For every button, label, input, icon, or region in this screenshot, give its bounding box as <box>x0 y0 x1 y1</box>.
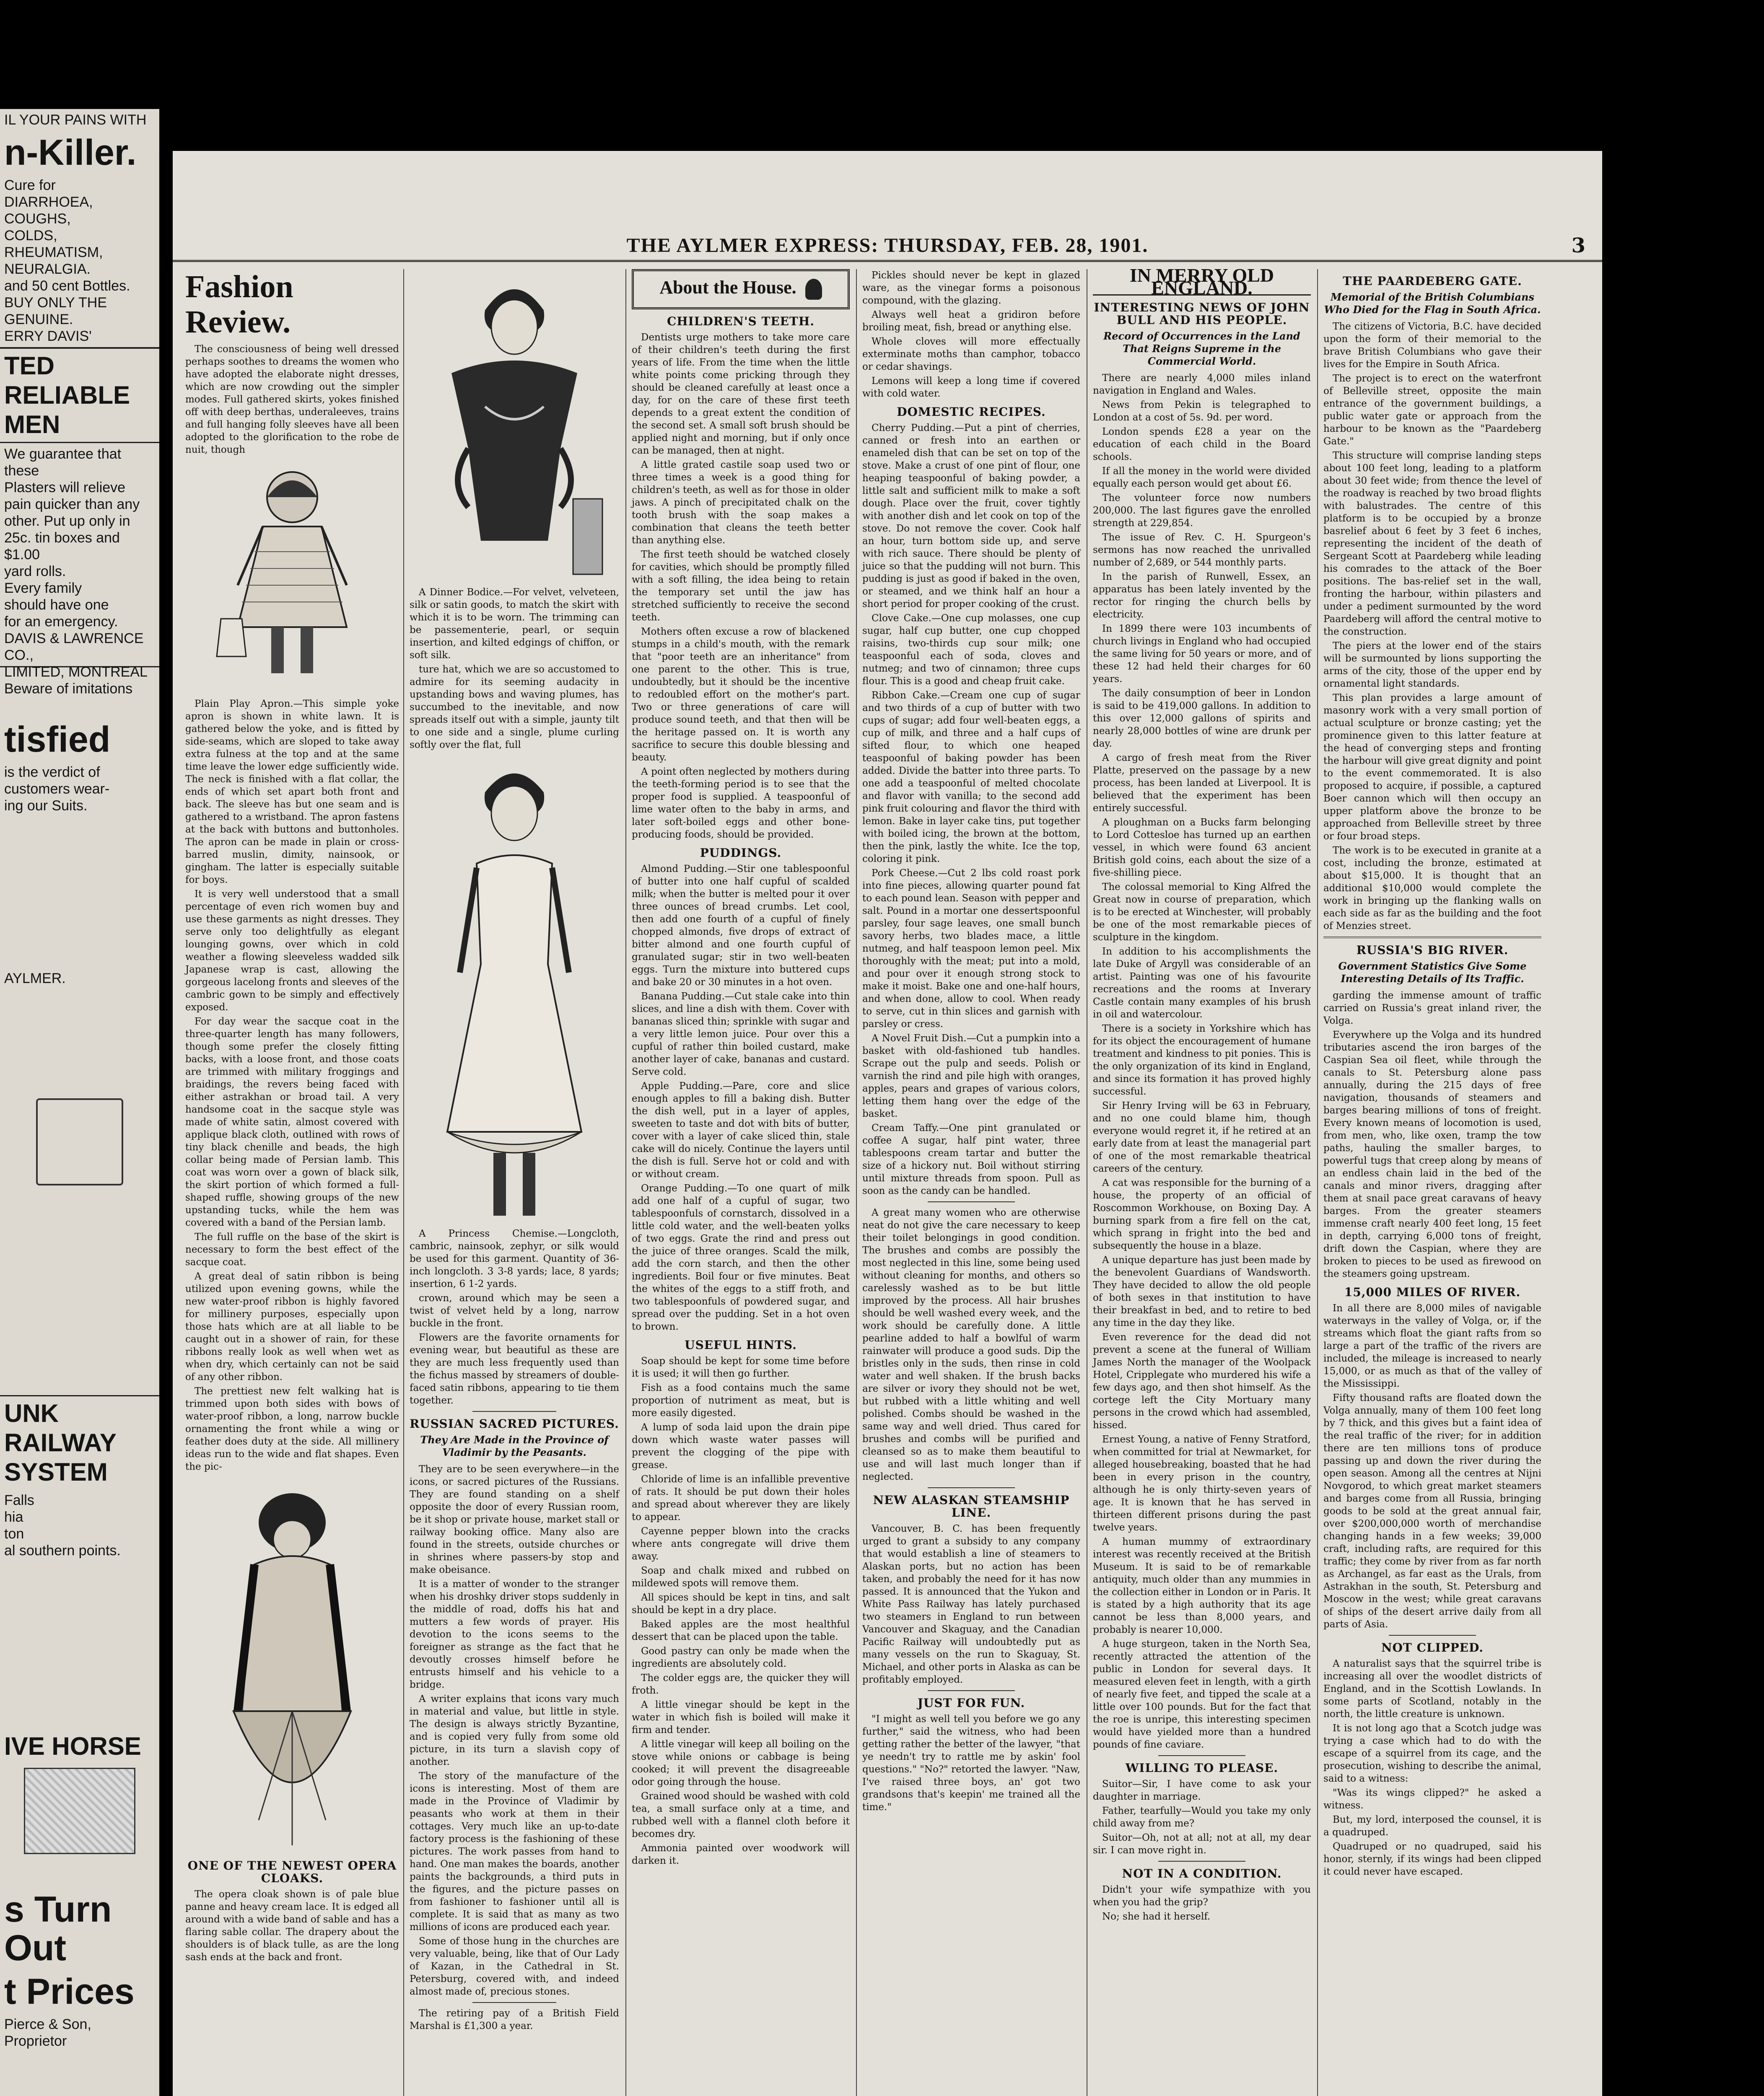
paardeberg-gate-title: THE PAARDEBERG GATE. <box>1343 274 1522 288</box>
hint-8: Baked apples are the most healthful dessert that can be placed upon the table. <box>632 1619 850 1642</box>
prev-ad-satisfied: tisfied <box>4 719 111 760</box>
england-item-14: There is a society in Yorkshire which has for its object the encouragement of humane treatment and kindness to pit ponies. This is the only organization of its kind in England, and since its formation it has proved highly successful. <box>1093 1023 1311 1097</box>
russian-para-5: Some of those hung in the churches are very valuable, being, like that of Our Lady of Kazan, in the Cathedral in St. Petersburg, covered with, and indeed almost made of, precious stones. <box>410 1936 619 1997</box>
teeth-para-5: A point often neglected by mothers during the teeth-forming period is to see that the proper food is supplied. A teaspoonful of lime water often to the baby in arms, and later soft-boiled eggs and other bone-producing foods, should be provided. <box>632 766 850 840</box>
opera-cloak-text: The opera cloak shown is of pale blue panne and heavy cream lace. It is edged all around with a wide band of sable and has a flaring sable collar. The drapery about the shoulders is of black tulle, as are the long sash ends at the back and front. <box>185 1889 399 1963</box>
england-item-2: News from Pekin is telegraphed to London at a cost of 5s. 9d. per word. <box>1093 399 1311 423</box>
fashion-body-5: The prettiest new felt walking hat is trimmed upon both sides with bows of water-proof ribbon, a long, narrow buckle ornamenting the front while a wing or feather does duty at the side. All millinery ideas run to the wide and flat shapes. Even the pic- <box>185 1386 399 1472</box>
domestic-recipes-title: DOMESTIC RECIPES. <box>897 405 1046 419</box>
england-item-5: The volunteer force now numbers 200,000. The last figures gave the enrolled strength at 229,854. <box>1093 493 1311 529</box>
fashion-body-4: A great deal of satin ribbon is being utilized upon evening gowns, while the new water-proof ribbon is highly favored for millinery purposes, especially upon those hats which are at all liable to be caught out in a shower of rain, for these ribbons really look as well when wet as when dry, which certainly can not be said of any other ribbon. <box>185 1271 399 1383</box>
prev-ad-1: IL YOUR PAINS WITH <box>4 112 147 128</box>
england-item-4: If all the money in the world were divided equally each person would get about £6. <box>1093 466 1311 489</box>
gate-para-1: The citizens of Victoria, B.C. have decided upon the form of their memorial to the brave British Columbians who gave their lives for the Empire in South Africa. <box>1323 321 1541 370</box>
about-the-house-title: About the House. <box>659 277 796 298</box>
just-for-fun-text: "I might as well tell you before we go any further," said the witness, who had been getting rather the better of the lawyer, "that ye needn't try to rattle me by askin' fool questions." "No?" retorted the lawyer. "Naw, I've raised three boys, an' got two grandsons that's keepin' me trained all the time." <box>862 1714 1080 1813</box>
england-item-18: Even reverence for the dead did not prevent a scene at the funeral of William James North the manager of the Woolpack Hotel, Cripplegate who murdered his wife a few days ago, and then shot himself. As the cortege left the City Mortuary many persons in the crowd which had assembled, hissed. <box>1093 1332 1311 1431</box>
willing-line-2: Father, tearfully—Would you take my only child away from me? <box>1093 1805 1311 1829</box>
england-item-9: The daily consumption of beer in London is said to be 419,000 gallons. In addition to this over 12,000 gallons of spirits and nearly 28,000 bottles of wine are drunk per day. <box>1093 688 1311 749</box>
note-cloves: Whole cloves will more effectually exterminate moths than camphor, tobacco or cedar shavings. <box>862 336 1080 372</box>
pudding-1: Almond Pudding.—Stir one tablespoonful of butter into one half cupful of scalded milk; when the butter is melted pour it over three ounces of bread crumbs. Let cool, then add one fourth of a cupful of finely chopped almonds, five drops of extract of bitter almond and one fourth cupful of granulated sugar; stir in two well-beaten eggs. Turn the mixture into buttered cups and bake 20 or 30 minutes in a hot oven. <box>632 864 850 988</box>
hint-6: Soap and chalk mixed and rubbed on mildewed spots will remove them. <box>632 1565 850 1589</box>
prev-ad-plasters: We guarantee that these Plasters will relieve pain quicker than any other. Put up only in 25c. tin boxes and $1.00 yard rolls. Every family should have one for an emergency. DAVIS & LAWRENCE CO., LIMITED, MONTREAL Beware of imitations <box>0 442 159 667</box>
russia-river-subtitle: Government Statistics Give Some Interesting Details of Its Traffic. <box>1338 960 1527 985</box>
prev-ad-suits: is the verdict of customers wear- ing our Suits. <box>4 764 110 814</box>
condition-line-1: Didn't your wife sympathize with you when you had the grip? <box>1093 1884 1311 1908</box>
hint-13: Grained wood should be washed with cold tea, a small surface only at a time, and rubbed well with a flannel cloth before it becomes dry. <box>632 1791 850 1839</box>
puddings-title: PUDDINGS. <box>700 846 782 860</box>
willing-to-please-title: WILLING TO PLEASE. <box>1125 1761 1279 1775</box>
gate-para-4: The piers at the lower end of the stairs will be surmounted by lions supporting the arms of the city, those of the upper end by ornamental light standards. <box>1323 641 1541 689</box>
fashion2-body-3: Flowers are the favorite ornaments for evening wear, but beautiful as these are they are much less frequently used than the fichus massed by streamers of double-faced satin ribbons, appearing to tie them together. <box>410 1332 619 1406</box>
opera-cloak-title: ONE OF THE NEWEST OPERA CLOAKS. <box>187 1859 397 1885</box>
hint-9: Good pastry can only be made when the ingredients are absolutely cold. <box>632 1646 850 1669</box>
england-item-19: Ernest Young, a native of Fenny Stratford, when committed for trial at Newmarket, for alleged housebreaking, boasted that he had been in every prison in the country, although he is only thirty-seven years of age. It is known that he has served in thirteen different prisons during the past twelve years. <box>1093 1434 1311 1533</box>
fashion-body-1: It is very well understood that a small percentage of even rich women buy and use these garments as night dresses. They serve only too delightfully as elegant lounging gowns, over which in cold weather a flowing sleeveless wadded silk Japanese wrap is cast, allowing the gorgeous lacelong fronts and sleeves of the cambric gown to be simply and effectively exposed. <box>185 889 399 1013</box>
hint-11: A little vinegar should be kept in the water in which fish is boiled will make it firm and tender. <box>632 1699 850 1735</box>
hint-3: A lump of soda laid upon the drain pipe down which waste water passes will prevent the clogging of the pipe with grease. <box>632 1422 850 1471</box>
russian-para-1: They are to be seen everywhere—in the icons, or sacred pictures of the Russians. They are found standing on a shelf opposite the door of every Russian room, be it shop or private house, market stall or railway booking office. Many also are found in the streets, outside churches or in shrines where passers-by stop and make obeisance. <box>410 1464 619 1575</box>
just-for-fun-title: JUST FOR FUN. <box>917 1696 1025 1710</box>
column-recipes <box>862 269 1080 2096</box>
prev-ad-turn-out: s Turn Out <box>4 1889 112 1968</box>
fashion-intro: The consciousness of being well dressed perhaps soothes to dreams the women who have adopted the elaborate night dresses, which are now crowding out the simpler modes. Full gathered skirts, yokes finished off with deep berthas, underaleeves, trains and full hanging folly sleeves have all been adopted to the glorification to the robe de nuit, though <box>185 344 399 455</box>
bodice-caption: A Dinner Bodice.—For velvet, velveteen, silk or satin goods, to match the skirt with which it is to be worn. The trimming can be passementerie, pearl, or sequin insertion, and kilted edgings of chiffon, or soft silk. <box>410 587 619 661</box>
england-item-17: A unique departure has just been made by the benevolent Guardians of Wandsworth. They have decided to allow the old people of both sexes in that institution to have their breakfast in bed, and to retire to bed any time in the day they like. <box>1093 1255 1311 1328</box>
england-item-1: There are nearly 4,000 miles inland navigation in England and Wales. <box>1093 373 1311 396</box>
fashion-title: Fashion Review. <box>185 269 293 340</box>
recipe-cherry-pudding: Cherry Pudding.—Put a pint of cherries, canned or fresh into an earthen or enameled dish that can be set on top of the stove. Make a crust of one pint of flour, one heaping teaspoonful of baking powder, a little salt and sufficient milk to make a soft dough. Place over the fruit, cover tightly with another dish and let cook on top of the stove. Do not remove the cover. Cook half an hour, turn bottom side up, and serve with rich sauce. There should be plenty of juice so that the pudding will not burn. This pudding is just as good if baked in the oven, or steamed, and we think half an hour a short period for proper cooking of the crust. <box>862 423 1080 610</box>
willing-line-1: Suitor—Sir, I have come to ask your daughter in marriage. <box>1093 1779 1311 1802</box>
teeth-para-3: The first teeth should be watched closely for cavities, which should be promptly filled with a soft filling, the idea being to retain the temporary set until the jaw has stretched sufficiently to receive the second teeth. <box>632 549 850 623</box>
prev-ad-prices: t Prices <box>4 1971 135 2012</box>
teeth-para-4: Mothers often excuse a row of blackened stumps in a child's mouth, with the remark that "poor teeth are an inheritance" from one parent to the other. This is true, undoubtedly, but it should be the incentive to redoubled effort on the mother's part. Two or three generations of care will produce sound teeth, and that then will be the heritage passed on. It is worth any sacrifice to secure this double blessing and beauty. <box>632 626 850 763</box>
england-item-11: A ploughman on a Bucks farm belonging to Lord Cottesloe has turned up an earthen vessel, in which were found 63 ancient British gold coins, each about the size of a five-shilling piece. <box>1093 817 1311 878</box>
children-teeth-title: CHILDREN'S TEETH. <box>667 314 815 328</box>
not-in-condition-title: NOT IN A CONDITION. <box>1122 1867 1282 1881</box>
england-item-7: In the parish of Runwell, Essex, an apparatus has been lately invented by the rector for ringing the church bells by electricity. <box>1093 571 1311 620</box>
russian-pictures-title: RUSSIAN SACRED PICTURES. <box>410 1417 619 1431</box>
river-para-1: garding the immense amount of traffic carried on Russia's great inland river, the Volga. <box>1323 990 1541 1026</box>
note-lemons: Lemons will keep a long time if covered with cold water. <box>862 376 1080 399</box>
merry-england-deck: Record of Occurrences in the Land That Reigns Supreme in the Commercial World. <box>1103 330 1300 367</box>
apron-caption: Plain Play Apron.—This simple yoke apron is shown in white lawn. It is gathered below the yoke, and is fitted by side-seams, which are sloped to take away extra fulness at the top and at the same time leave the lower edge sufficiently wide. The neck is finished with a flat collar, the ends of which set apart both front and back. The sleeve has but one seam and is gathered to a wristband. The apron fastens at the back with buttons and buttonholes. The apron can be made in plain or cross-barred muslin, dimity, nainsook, or gingham. The latter is especially suitable for boys. <box>185 698 399 885</box>
russian-pictures-subtitle: They Are Made in the Province of Vladimir by the Peasants. <box>420 1434 609 1458</box>
ring-box-image <box>36 1098 123 1185</box>
toilet-brushes-article: A great many women who are otherwise neat do not give the care necessary to keep their toilet belongings in good condition. The brushes and combs are possibly the most neglected in this line, some being used without cleaning for months, and others so carelessly washed as to be but little improved by the process. All hair brushes should be well washed every week, and the work should be carefully done. A little pearline added to half a bowlful of warm rainwater will produce a good suds. Dip the bristles only in the suds, then rinse in cold water and well shaken. If the brush backs are silver or ivory they should not be wet, but rubbed with a little whiting and well polished. Combs should be washed in the same way and well dried. Thus cared for brushes and combs will be purified and cleansed so as to make them beautiful to use and will last much longer than if neglected. <box>862 1207 1080 1482</box>
alaskan-steamship-title: NEW ALASKAN STEAMSHIP LINE. <box>873 1493 1070 1520</box>
masthead <box>173 231 1602 262</box>
prev-ad-2: Cure for DIARRHOEA, COUGHS, COLDS, RHEUMATISM, NEURALGIA. and 50 cent Bottles. BUY ONLY THE GENUINE. ERRY DAVIS' <box>4 177 130 344</box>
prev-ad-falls: Falls hia ton al southern points. <box>4 1492 121 1559</box>
clip-para-2: It is not long ago that a Scotch judge was trying a case which had to do with the escape of a squirrel from its cage, and the prosecution, wishing to describe the animal, said to a witness: <box>1323 1723 1541 1784</box>
england-item-20: A human mummy of extraordinary interest was recently received at the British Museum. It is said to be of remarkable antiquity, much older than any mummies in the collection either in London or in Paris. It is stated by a high authority that its age cannot be less than 8,000 years, and probably is nearer 10,000. <box>1093 1536 1311 1635</box>
column-about-house <box>632 269 850 2096</box>
hint-7: All spices should be kept in tins, and salt should be kept in a dry place. <box>632 1592 850 1616</box>
river-para-2: Everywhere up the Volga and its hundred tributaries ascend the iron barges of the Caspian Sea oil fleet, while through the canals to St. Petersburg alone pass annually, during the 215 days of free navigation, thousands of steamers and barges bearing millions of tons of freight. Every known means of locomotion is used, from men, who, like oxen, tramp the tow paths, hauling the smaller barges, to powerful tugs that creep along by means of an endless chain laid in the bed of the canals and minor rivers, dragging after them at snail pace great caravans of heavy barges. From the greater steamers immense craft nearly 400 feet long, 15 feet in depth, carrying 6,000 tons of freight, drift down the Caspian, where they are broken to pieces to be used as firewood on the steamers going upstream. <box>1323 1030 1541 1279</box>
pudding-3: Apple Pudding.—Pare, core and slice enough apples to fill a baking dish. Butter the dish well, put in a layer of apples, sweeten to taste and dot with bits of butter, cover with a layer of cake sliced thin, stale cake will do nicely. Continue the layers until the dish is full. Serve hot or cold and with or without cream. <box>632 1081 850 1180</box>
chemise-caption: A Princess Chemise.—Longcloth, cambric, nainsook, zephyr, or silk would be used for this garment. Quantity of 36-inch longcloth. 3 3-8 yards; lace, 8 yards; insertion, 6 1-2 yards. <box>410 1228 619 1289</box>
clip-para-5: Quadruped or no quadruped, said his honor, sternly, if its wings had been clipped it could never have escaped. <box>1323 1841 1541 1877</box>
england-item-13: In addition to his accomplishments the late Duke of Argyll was considerable of an artist. Painting was one of his favourite recreations and the rooms at Inverary Castle contain many examples of his brush in oil and watercolour. <box>1093 946 1311 1020</box>
previous-page-edge <box>0 109 159 2096</box>
merry-england-subtitle: INTERESTING NEWS OF JOHN BULL AND HIS PEOPLE. <box>1094 301 1310 327</box>
england-item-12: The colossal memorial to King Alfred the Great now in course of preparation, which is to be erected at Winchester, will probably be one of the most remarkable pieces of sculpture in the kingdom. <box>1093 882 1311 943</box>
fashion-body-3: The full ruffle on the base of the skirt is necessary to form the best effect of the sacque coat. <box>185 1232 399 1268</box>
stable-image <box>24 1768 135 1854</box>
newspaper-page <box>173 151 1602 2096</box>
column-fashion <box>185 269 399 2096</box>
clip-para-1: A naturalist says that the squirrel tribe is increasing all over the woodlet districts of England, and in the Scottish Lowlands. In some parts of Scotland, notably in the north, the little creature is unknown. <box>1323 1658 1541 1720</box>
pudding-4: Orange Pudding.—To one quart of milk add one half of a cupful of sugar, two tablespoonfuls of cornstarch, dissolved in a little cold water, and the well-beaten yolks of two eggs. Grate the rind and press out the juice of three oranges. Scald the milk, add the corn starch, and then the other ingredients. Boil four or five minutes. Beat the whites of the eggs to a stiff froth, and two tablespoonfuls of powdered sugar, and spread over the pudding. Set in a hot oven to brown. <box>632 1183 850 1332</box>
recipe-ribbon-cake: Ribbon Cake.—Cream one cup of sugar and two thirds of a cup of butter with two cups of sugar; add four well-beaten eggs, a cup of milk, and three and a half cups of sifted flour, to which one heaped teaspoonful of baking powder has been added. Divide the batter into three parts. To one add a teaspoonful of melted chocolate and flavor with vanilla; to the second add pink fruit colouring and flavor the third with lemon. Bake in layer cake tins, put together with boiled icing, the brown at the bottom, then the pink, lastly the white. Ice the top, coloring it pink. <box>862 690 1080 864</box>
russia-river-title: RUSSIA'S BIG RIVER. <box>1356 943 1509 957</box>
column-fashion-2 <box>410 269 619 2096</box>
page-number: 3 <box>1571 234 1585 257</box>
useful-hints-title: USEFUL HINTS. <box>685 1338 797 1352</box>
hint-1: Soap should be kept for some time before it is used; it will then go further. <box>632 1356 850 1379</box>
play-apron-illustration <box>213 459 372 694</box>
merry-england-title: IN MERRY OLD ENGLAND. <box>1093 269 1311 296</box>
column-england <box>1093 265 1311 2096</box>
prev-ad-railway: UNK RAILWAY SYSTEM <box>0 1395 159 1489</box>
dinner-bodice-illustration <box>422 272 607 583</box>
teeth-para-2: A little grated castile soap used two or three times a week is a good thing for children's teeth, as well as for those in older jaws. A pinch of precipitated chalk on the tooth brush with the soap makes a combination that cleans the teeth better than anything else. <box>632 459 850 546</box>
recipe-pork-cheese: Pork Cheese.—Cut 2 lbs cold roast pork into fine pieces, allowing quarter pound fat to each pound lean. Season with pepper and salt. Pound in a mortar one dessertspoonful parsley, four sage leaves, one small bunch savory herbs, two blades mace, a little nutmeg, and half teaspoon lemon peel. Mix thoroughly with the meat; put into a mold, and pour over it enough strong stock to make it moist. Bake one and one-half hours, and when done, allow to cool. When ready to serve, cut in thin slices and garnish with parsley or cress. <box>862 868 1080 1030</box>
hint-5: Cayenne pepper blown into the cracks where ants congregate will drive them away. <box>632 1526 850 1562</box>
recipe-cream-taffy: Cream Taffy.—One pint granulated or coffee A sugar, half pint water, three tablespoons cream tartar and butter the size of a hickory nut. Boil without stirring until mixture threads from spoon. Pull as soon as the candy can be handled. <box>862 1123 1080 1196</box>
england-item-10: A cargo of fresh meat from the River Platte, preserved on the passage by a new process, has been landed at Liverpool. It is believed that the experiment has been entirely successful. <box>1093 752 1311 814</box>
miles-para-1: In all there are 8,000 miles of navigable waterways in the valley of Volga, or, if the streams which float the giant rafts from so large a part of the traffic of the rivers are included, the mileage is increased to nearly 15,000, or as much as that of the valley of the Mississippi. <box>1323 1303 1541 1389</box>
willing-line-3: Suitor—Oh, not at all; not at all, my dear sir. I can move right in. <box>1093 1832 1311 1856</box>
hint-2: Fish as a food contains much the same proportion of nutriment as meat, but is more easily digested. <box>632 1383 850 1419</box>
prev-ad-aylmer: AYLMER. <box>4 970 66 986</box>
gate-para-5: This plan provides a large amount of masonry work with a very small portion of actual sculpture or bronze casting; yet the prominence given to this latter feature at the head of converging steps and fronting the harbour will give great dignity and point to the event commemorated. It is also proposed to acquire, if possible, a captured Boer cannon which will then occupy an upper platform above the bronze to be approached from Belleville street by three or four broad steps. <box>1323 693 1541 842</box>
recipe-fruit-dish: A Novel Fruit Dish.—Cut a pumpkin into a basket with old-fashioned tub handles. Scrape out the pulp and seeds. Polish or varnish the rind and pile high with oranges, apples, pears and grapes of various colors, letting them hang over the edge of the basket. <box>862 1033 1080 1119</box>
england-item-21: A huge sturgeon, taken in the North Sea, recently attracted the attention of the public in London for several days. It measured eleven feet in length, with a girth of nearly five feet, and tipped the scale at a little over 100 pounds. But for the fact that the roe is unripe, this interesting specimen would have yielded more than a hundred pounds of fine caviare. <box>1093 1639 1311 1750</box>
england-item-3: London spends £28 a year on the education of each child in the Board schools. <box>1093 426 1311 462</box>
pudding-2: Banana Pudding.—Cut stale cake into thin slices, and line a dish with them. Cover with bananas sliced thin; sprinkle with sugar and a very little lemon juice. Pour over this a cupful of rather thin boiled custard, make another layer of cake, bananas and custard. Serve cold. <box>632 991 850 1077</box>
teeth-para-1: Dentists urge mothers to take more care of their children's teeth during the first years of life. From the time when the little white points come pricking through they should be cleaned carefully at least once a day, for on the care of these first teeth depends to a great extent the condition of the second set. A small soft brush should be applied night and morning, but if only once can be managed, then at night. <box>632 332 850 456</box>
hint-4: Chloride of lime is an infallible preventive of rats. It should be put down their holes and spread about wherever they are likely to appear. <box>632 1474 850 1523</box>
england-item-15: Sir Henry Irving will be 63 in February, and no one could blame him, though everyone would regret it, if he retired at an early date from at least the managerial part of one of the most remarkable theatrical careers of the century. <box>1093 1100 1311 1174</box>
russian-para-2: It is a matter of wonder to the stranger when his droshky driver stops suddenly in the middle of road, doffs his hat and mutters a few words of prayer. His devotion to the icons seems to the foreigner as strange as the fact that he devoutly crosses himself before he entrusts himself and his vehicle to a bridge. <box>410 1579 619 1690</box>
england-item-16: A cat was responsible for the burning of a house, the property of an official of Roscommon Workhouse, on Boxing Day. A burning spark from a fire fell on the cat, which sprang in fright into the bed and subsequently the house in a blaze. <box>1093 1178 1311 1251</box>
gate-para-6: The work is to be executed in granite at a cost, including the bronze, estimated at about $15,000. It is thought that an additional $10,000 would complete the work in bringing up the flanking walls on each side as far as the building and the foot of Menzies street. <box>1323 845 1541 931</box>
fashion-body-2: For day wear the sacque coat in the three-quarter length has many followers, though some prefer the closely fitting backs, with a loose front, and those coats are trimmed with military froggings and braidings, the revers being faced with either astrakhan or broad tail. A very handsome coat in the sacque style was made of white satin, almost covered with applique black cloth, outlined with rows of tiny black chenille and beads, the high collar being made of Persian lamb. This coat was worn over a gown of black silk, the skirt portion of which formed a full-shaped ruffle, showing groups of the new upstanding tucks, while the hem was covered with a band of the Persian lamb. <box>185 1016 399 1228</box>
note-gridiron: Always well heat a gridiron before broiling meat, fish, bread or anything else. <box>862 309 1080 333</box>
paardeberg-gate-subtitle: Memorial of the British Columbians Who Died for the Flag in South Africa. <box>1324 291 1541 316</box>
prev-ad-painkiller: n-Killer. <box>4 132 137 173</box>
england-item-6: The issue of Rev. C. H. Spurgeon's sermons has now reached the unrivalled number of 2,689, or 544 monthly parts. <box>1093 532 1311 568</box>
gate-para-2: The project is to erect on the waterfront of Belleville street, opposite the main entrance of the government buildings, a public water gate or approach from the harbour to be known as the "Paardeberg Gate." <box>1323 373 1541 447</box>
hint-12: A little vinegar will keep all boiling on the stove while onions or cabbage is being cooked; it will prevent the disagreeable odor going through the house. <box>632 1739 850 1787</box>
england-item-8: In 1899 there were 103 incumbents of church livings in England who had occupied the same living for 50 years or more, and of these 12 had held their charges for 60 years. <box>1093 623 1311 685</box>
not-clipped-title: NOT CLIPPED. <box>1381 1641 1484 1655</box>
clip-para-3: "Was its wings clipped?" he asked a witness. <box>1323 1787 1541 1811</box>
russian-para-3: A writer explains that icons vary much in material and value, but little in style. The design is always strictly Byzantine, and is copied very fully from some old picture, in its turn a slavish copy of another. <box>410 1694 619 1767</box>
opera-cloak-illustration <box>204 1476 380 1854</box>
note-pickles: Pickles should never be kept in glazed ware, as the vinegar forms a poisonous compound, with the glazing. <box>862 270 1080 306</box>
condition-line-2: No; she had it herself. <box>1102 1911 1211 1922</box>
fashion2-body-2: crown, around which may be seen a twist of velvet held by a long, narrow buckle in the front. <box>410 1293 619 1329</box>
hint-14: Ammonia painted over woodwork will darken it. <box>632 1843 850 1866</box>
gate-para-3: This structure will comprise landing steps about 100 feet long, leading to a platform about 30 feet wide; from thence the level of the roadway is reached by two broad flights with balustrades. The centre of this platform is to be occupied by a bronze basrelief about 6 feet by 3 feet 6 inches, representing the incident of the death of Sergeant Scott at Paardeberg while leading his comrades to the attack of the Boer positions. The bas-relief set in the wall, fronting the harbour, within pilasters and under a pediment surmounted by the word Paardeberg will afford the central motive to the construction. <box>1323 450 1541 637</box>
russian-para-4: The story of the manufacture of the icons is interesting. Most of them are made in the Province of Vladimir by peasants who work at them in their cottages. Very much like an up-to-date factory process is the fashioning of these pictures. The work passes from hand to hand. One man makes the boards, another paints the backgrounds, a third puts in the figures, and the picture passes on from fashioner to fashioner until all is complete. It is said that as many as two millions of icons are produced each year. <box>410 1771 619 1933</box>
prev-ad-pierce: Pierce & Son, Proprietor <box>4 2016 91 2049</box>
prev-ad-3: TED RELIABLE MEN <box>4 352 130 438</box>
cat-icon <box>805 279 822 300</box>
field-marshal-note: The retiring pay of a British Field Marshal is £1,300 a year. <box>410 2008 619 2031</box>
about-the-house-box <box>632 269 850 309</box>
miles-para-2: Fifty thousand rafts are floated down the Volga annually, many of them 100 feet long by 7 thick, and this gives but a faint idea of the real traffic of the river; for in addition there are ten millions tons of produce passing up and down the river during the open season. Among all the centres at Nijni Novgorod, to which great market steamers and barges come from all Russia, bringing goods to be sold at the great annual fair, over $200,000,000 worth of merchandise changing hands in a few weeks; 39,000 craft, including rafts, are required for this traffic; they come by river from as far north as Archangel, as far east as the Urals, from Astrakhan in the south, St. Petersburg and Moscow in the west; while great caravans of ships of the desert arrive daily from all parts of Asia. <box>1323 1393 1541 1630</box>
prev-ad-horse: IVE HORSE <box>4 1732 141 1760</box>
clip-para-4: But, my lord, interposed the counsel, it is a quadruped. <box>1323 1814 1541 1838</box>
alaskan-steamship-text: Vancouver, B. C. has been frequently urged to grant a subsidy to any company that would establish a line of steamers to Alaskan ports, but no action has been taken, and probably the need for it has now passed. It is announced that the Yukon and White Pass Railway has lately purchased two steamers in England to run between Vancouver and Skaguay, and the Canadian Pacific Railway will undoubtedly put as many vessels on the run to Skaguay, St. Michael, and other ports in Alaska as can be profitably employed. <box>862 1523 1081 1685</box>
hint-10: The colder eggs are, the quicker they will froth. <box>632 1673 850 1696</box>
miles-of-river-title: 15,000 MILES OF RIVER. <box>1344 1285 1521 1299</box>
princess-chemise-illustration <box>422 755 607 1224</box>
column-gate-river <box>1323 269 1541 2096</box>
recipe-clove-cake: Clove Cake.—One cup molasses, one cup sugar, half cup butter, one cup chopped raisins, two-thirds cup sour milk; one teaspoonful each of soda, cloves and nutmeg; and two of cinnamon; three cups flour. This is a good and cheap fruit cake. <box>862 613 1080 687</box>
fashion2-body-1: ture hat, which we are so accustomed to admire for its seeming audacity in upstanding bows and waving plumes, has succumbed to the inevitable, and now spreads itself out with a simple, jaunty tilt to one side and a single, plume curling softly over the flat, full <box>410 664 619 750</box>
masthead-title: THE AYLMER EXPRESS: THURSDAY, FEB. 28, 1901. <box>626 234 1149 257</box>
